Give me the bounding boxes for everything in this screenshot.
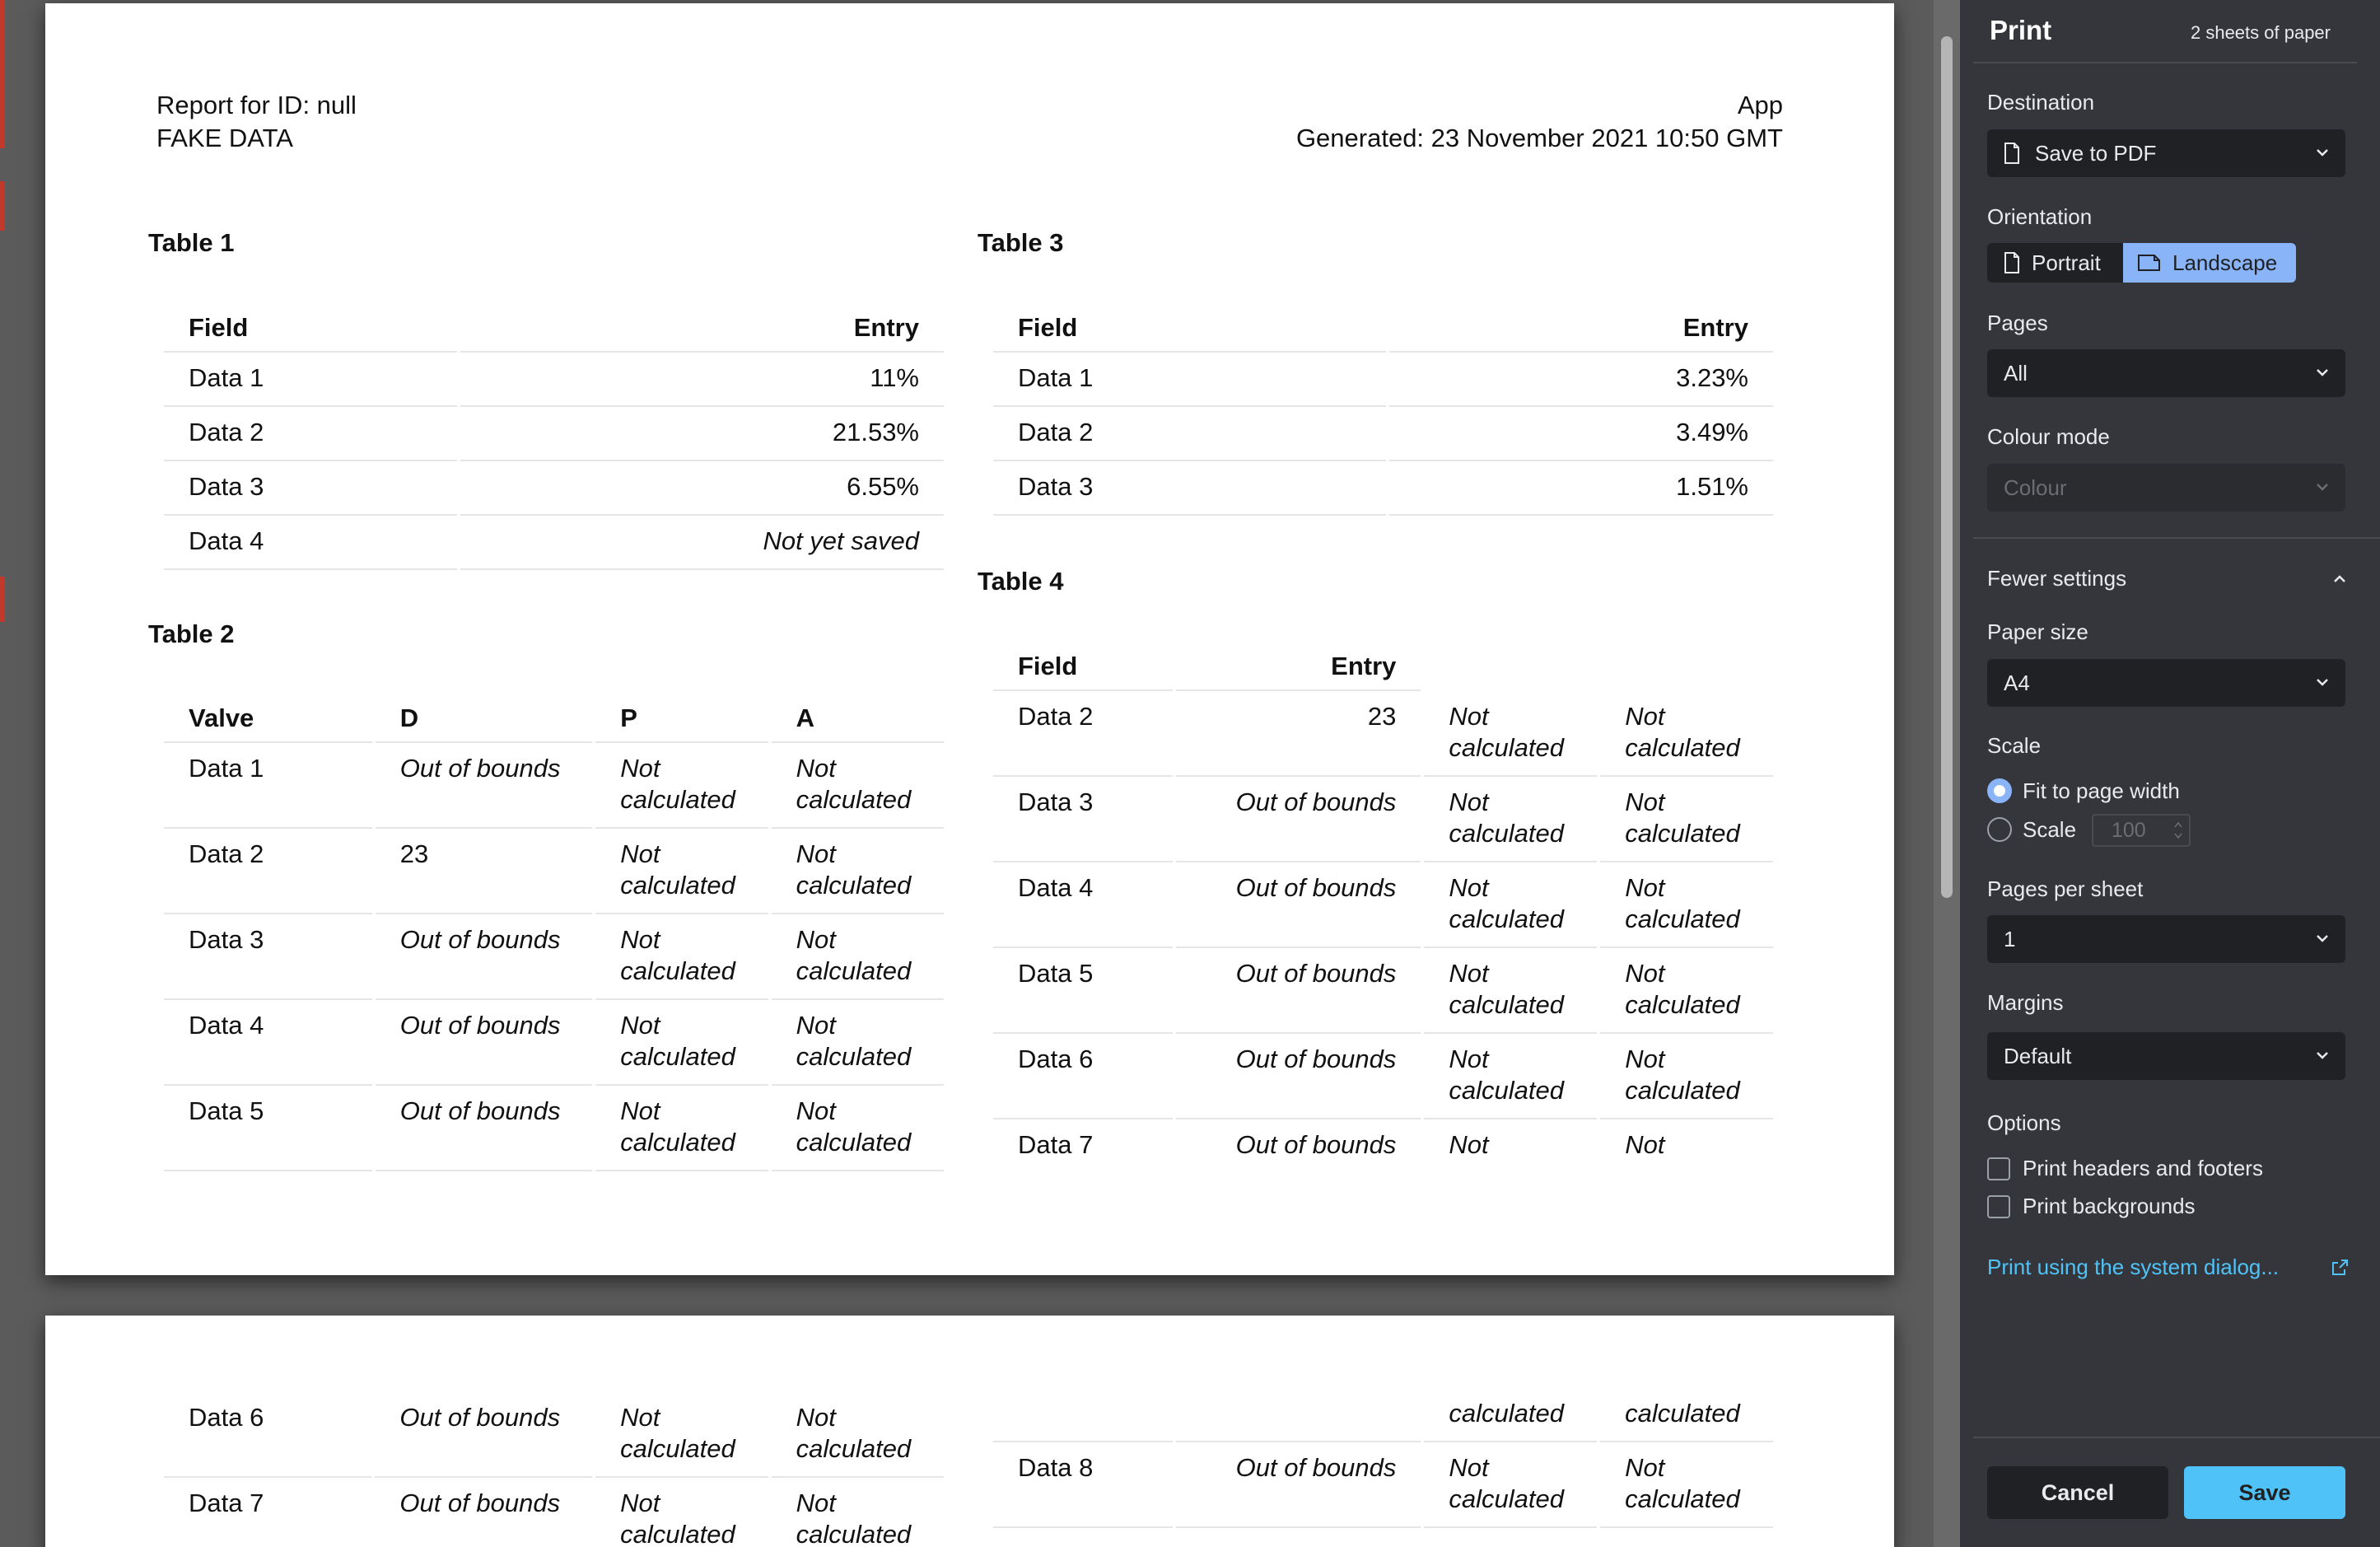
table-cell: Not calculated [772, 1478, 944, 1547]
table-cell: Data 5 [993, 948, 1173, 1034]
table-cell [993, 1398, 1173, 1442]
table-cell: Out of bounds [375, 1478, 592, 1547]
table-2-continued [161, 1392, 947, 1547]
print-backgrounds-label: Print backgrounds [2023, 1194, 2196, 1218]
colour-mode-label: Colour mode [1987, 424, 2110, 449]
table-cell: 6.55% [460, 461, 944, 516]
table-row [993, 1398, 1773, 1442]
table-cell: Data 4 [164, 516, 457, 570]
column-header: P [595, 695, 768, 743]
table-cell: Not calculated [1600, 862, 1773, 948]
portrait-button[interactable] [1987, 243, 2123, 283]
table-row [993, 407, 1773, 461]
column-header: Field [993, 643, 1173, 691]
table-row [164, 1086, 944, 1171]
divider [1973, 1437, 2380, 1438]
table-cell: Not calculated [1600, 1034, 1773, 1119]
column-header: Field [164, 305, 457, 353]
table-row [993, 777, 1773, 862]
table-cell: Data 4 [164, 1000, 372, 1086]
paper-size-value: A4 [2004, 670, 2030, 695]
fake-data-label: FAKE DATA [156, 124, 293, 152]
table-cell: Out of bounds [376, 914, 592, 1000]
table-row [164, 461, 944, 516]
table-cell: Out of bounds [1176, 862, 1421, 948]
table-cell: Out of bounds [1176, 777, 1421, 862]
table-row [164, 914, 944, 1000]
stepper-arrows-icon[interactable] [2172, 819, 2184, 842]
pages-per-sheet-value: 1 [2004, 926, 2016, 951]
pages-per-sheet-label: Pages per sheet [1987, 876, 2144, 901]
colour-mode-value: Colour [2004, 474, 2067, 500]
portrait-icon [2004, 252, 2020, 273]
table-row [164, 829, 944, 914]
table-cell: Out of bounds [375, 1392, 592, 1478]
table-4-continued [990, 1398, 1776, 1528]
system-dialog-link[interactable] [1987, 1255, 2350, 1280]
destination-select[interactable] [1987, 129, 2345, 177]
print-title: Print [1990, 15, 2052, 45]
fewer-settings-label: Fewer settings [1987, 566, 2127, 591]
chevron-down-icon [2312, 143, 2332, 162]
destination-value: Save to PDF [2035, 140, 2157, 166]
margins-label: Margins [1987, 990, 2064, 1015]
table-header-row [164, 305, 944, 353]
preview-scrollbar[interactable] [1934, 0, 1960, 1547]
table-row [993, 948, 1773, 1034]
table-cell: Not calculated [595, 1392, 768, 1478]
table-row [164, 1000, 944, 1086]
table-cell: 23 [1176, 691, 1421, 777]
table-cell: Not [1449, 1130, 1489, 1159]
table-cell: Out of bounds [376, 743, 592, 829]
table-cell: Data 8 [993, 1442, 1173, 1528]
divider [1973, 537, 2380, 539]
table-cell: Not calculated [595, 914, 768, 1000]
table-cell: Not calculated [595, 1086, 768, 1171]
table-cell: Out of bounds [376, 1086, 592, 1171]
table-cell: Data 2 [164, 829, 372, 914]
external-link-icon [2330, 1258, 2350, 1278]
chevron-down-icon [2312, 928, 2332, 948]
fit-to-page-radio[interactable] [1987, 778, 2012, 803]
table-cell: Not calculated [772, 1392, 944, 1478]
table-1-title: Table 1 [148, 228, 235, 257]
table-4 [990, 643, 1776, 1172]
table-2 [161, 695, 947, 1171]
table-row [993, 1119, 1773, 1172]
save-button[interactable]: Save [2184, 1466, 2345, 1519]
table-header-row [164, 695, 944, 743]
table-cell: Data 3 [164, 461, 457, 516]
table-cell: Not calculated [772, 1000, 944, 1086]
system-dialog-label: Print using the system dialog... [1987, 1255, 2280, 1279]
print-settings-panel [1960, 0, 2380, 1547]
table-cell: Data 1 [993, 353, 1386, 407]
table-cell: Not calculated [1424, 948, 1597, 1034]
preview-page-2 [45, 1316, 1894, 1547]
table-row [993, 691, 1773, 777]
preview-page-1 [45, 3, 1894, 1275]
column-header: D [376, 695, 592, 743]
app-name: App [1737, 91, 1783, 119]
table-cell: Data 2 [164, 407, 457, 461]
table-cell: Data 6 [164, 1392, 371, 1478]
document-icon [2004, 143, 2020, 164]
table-cell: Not calculated [772, 1086, 944, 1171]
table-cell: Data 3 [993, 461, 1386, 516]
table-cell: Data 6 [993, 1034, 1173, 1119]
column-header: Entry [1389, 305, 1773, 353]
chevron-down-icon [2312, 672, 2332, 692]
table-row [164, 407, 944, 461]
scale-value: 100 [2112, 819, 2146, 842]
table-cell: Not calculated [1600, 1442, 1773, 1528]
table-cell: Data 3 [164, 914, 372, 1000]
background-red-stripe [0, 181, 5, 231]
column-header: Field [993, 305, 1386, 353]
margins-select[interactable] [1987, 1032, 2345, 1080]
scale-label: Scale [1987, 733, 2042, 758]
table-cell: Out of bounds [376, 1000, 592, 1086]
background-red-stripe [0, 0, 5, 148]
table-cell: 1.51% [1389, 461, 1773, 516]
table-3 [990, 305, 1776, 516]
column-header: Valve [164, 695, 372, 743]
chevron-down-icon [2312, 1045, 2332, 1065]
table-3-title: Table 3 [978, 228, 1064, 257]
chevron-down-icon [2312, 362, 2332, 382]
table-cell: Not calculated [595, 743, 768, 829]
chevron-down-icon [2312, 477, 2332, 497]
pages-per-sheet-select[interactable] [1987, 915, 2345, 963]
table-cell: Not calculated [1424, 691, 1597, 777]
fewer-settings-toggle[interactable] [1987, 566, 2350, 594]
margins-value: Default [2004, 1043, 2072, 1068]
print-headers-label: Print headers and footers [2023, 1156, 2263, 1180]
table-cell: Data 5 [164, 1086, 372, 1171]
table-row [993, 353, 1773, 407]
generated-timestamp: Generated: 23 November 2021 10:50 GMT [1295, 124, 1783, 152]
scale-input[interactable] [2092, 814, 2191, 847]
table-cell: Not calculated [1600, 948, 1773, 1034]
options-label: Options [1987, 1110, 2061, 1135]
table-cell: Out of bounds [1235, 1130, 1397, 1159]
destination-label: Destination [1987, 90, 2095, 115]
report-id-line: Report for ID: null [156, 91, 357, 119]
table-cell: Out of bounds [1176, 1442, 1421, 1528]
table-cell: Not calculated [595, 1478, 768, 1547]
table-row [164, 1478, 944, 1547]
table-cell: 11% [460, 353, 944, 407]
pages-value: All [2004, 360, 2028, 386]
portrait-label: Portrait [2032, 250, 2101, 275]
table-row [164, 1392, 944, 1478]
orientation-label: Orientation [1987, 204, 2093, 229]
table-cell: Data 2 [993, 407, 1386, 461]
table-cell: calculated [1424, 1398, 1597, 1442]
pages-label: Pages [1987, 311, 2048, 335]
table-cell: Not calculated [772, 829, 944, 914]
column-header: Entry [1176, 643, 1421, 691]
table-cell: Out of bounds [1176, 948, 1421, 1034]
print-headers-checkbox[interactable] [1987, 1157, 2010, 1180]
table-cell: Not calculated [1424, 862, 1597, 948]
table-1 [161, 305, 947, 570]
table-cell: Not calculated [772, 914, 944, 1000]
column-header: Entry [460, 305, 944, 353]
table-cell: Data 3 [993, 777, 1173, 862]
table-header-row [993, 305, 1773, 353]
table-cell: Data 7 [1018, 1130, 1094, 1159]
table-cell: Not calculated [1424, 1442, 1597, 1528]
table-cell: Data 4 [993, 862, 1173, 948]
table-2-title: Table 2 [148, 619, 235, 648]
table-cell: 23 [376, 829, 592, 914]
table-row [993, 862, 1773, 948]
table-row [993, 461, 1773, 516]
background-red-stripe [0, 577, 5, 622]
table-cell: Not calculated [595, 1000, 768, 1086]
table-cell: Not calculated [772, 743, 944, 829]
scale-option-label: Scale [2023, 817, 2077, 842]
table-cell: calculated [1600, 1398, 1773, 1442]
chevron-up-icon [2330, 569, 2350, 589]
table-cell: Not [1625, 1130, 1665, 1159]
table-row [164, 516, 944, 570]
landscape-button[interactable] [2123, 243, 2296, 283]
table-cell: Data 1 [164, 353, 457, 407]
landscape-label: Landscape [2172, 250, 2278, 275]
colour-mode-select[interactable] [1987, 464, 2345, 512]
divider [1973, 62, 2357, 63]
table-header-row [993, 643, 1773, 691]
paper-size-select[interactable] [1987, 659, 2345, 707]
scale-radio[interactable] [1987, 817, 2012, 842]
pages-select[interactable] [1987, 349, 2345, 397]
table-cell: Data 7 [164, 1478, 371, 1547]
table-cell: Not yet saved [460, 516, 944, 570]
table-cell: Not calculated [1600, 691, 1773, 777]
landscape-icon [2138, 254, 2161, 272]
table-row [164, 743, 944, 829]
print-backgrounds-checkbox[interactable] [1987, 1195, 2010, 1218]
table-cell: 3.23% [1389, 353, 1773, 407]
table-cell: Out of bounds [1176, 1034, 1421, 1119]
table-cell [1176, 1398, 1421, 1442]
table-cell: Not calculated [595, 829, 768, 914]
sheet-count: 2 sheets of paper [2190, 22, 2331, 43]
table-cell: Not calculated [1600, 777, 1773, 862]
paper-size-label: Paper size [1987, 619, 2088, 644]
table-row [164, 353, 944, 407]
preview-scrollbar-thumb[interactable] [1941, 36, 1953, 898]
table-cell: 21.53% [460, 407, 944, 461]
table-cell: 3.49% [1389, 407, 1773, 461]
table-4-title: Table 4 [978, 567, 1064, 596]
table-cell: Not calculated [1424, 1034, 1597, 1119]
table-cell: Data 2 [993, 691, 1173, 777]
table-cell: Not calculated [1424, 777, 1597, 862]
table-cell: Data 1 [164, 743, 372, 829]
table-row [993, 1034, 1773, 1119]
table-row [993, 1442, 1773, 1528]
column-header: A [772, 695, 944, 743]
cancel-button[interactable]: Cancel [1987, 1466, 2168, 1519]
fit-to-page-label: Fit to page width [2023, 778, 2180, 803]
